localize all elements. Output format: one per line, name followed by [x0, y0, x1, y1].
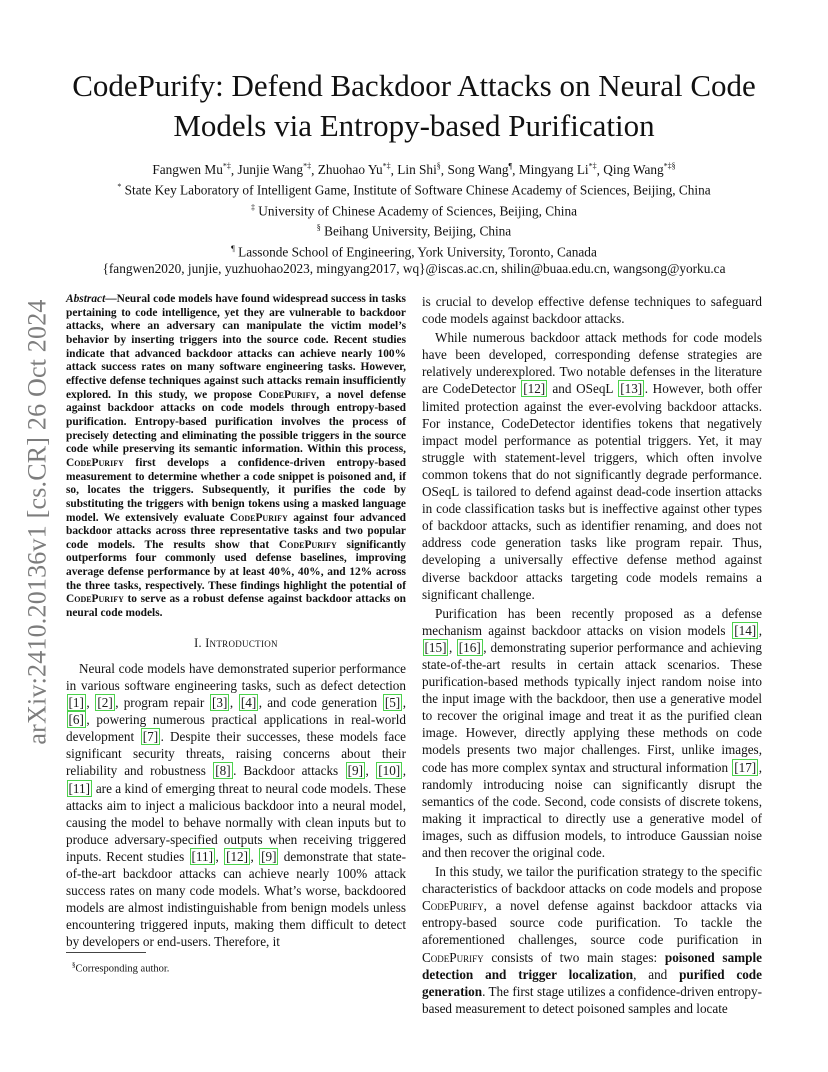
citation-link[interactable]: [4] — [240, 695, 257, 711]
affiliation-mark: ‡ — [250, 202, 255, 212]
citation-link[interactable]: [11] — [191, 848, 214, 864]
author-affiliation-mark: *‡ — [222, 162, 231, 171]
intro-paragraph-5: In this study, we tailor the purification strategy to the specific characteristics of backdoor attacks on code models and propose CodePurify, a novel defense against backdoor attacks via entropy-based source code purification. To tackle the aforementioned challenges, source code purification in CodePurify consists of two main stages: poisoned sample detection and trigger localization, and purified code generation. The first stage utilizes a confidence-driven entropy-based measurement to detect poisoned samples and locate — [422, 864, 762, 1016]
author-name: Lin Shi§ — [397, 162, 441, 178]
citation-link[interactable]: [9] — [347, 763, 363, 779]
citation-link[interactable]: [16] — [458, 639, 481, 655]
footnote-mark: § — [72, 961, 76, 969]
author-block — [60, 158, 768, 277]
citation-link[interactable]: [2] — [97, 695, 113, 711]
author-affiliation-mark: ¶ — [508, 162, 513, 171]
arxiv-identifier-stamp — [20, 287, 56, 757]
emphasis-text: purified code generation — [422, 966, 762, 999]
method-name: CodePurify — [229, 511, 288, 524]
citation-link[interactable]: [10] — [378, 763, 401, 779]
footnote-divider — [66, 952, 146, 953]
author-name: Qing Wang*‡§ — [603, 162, 676, 178]
affiliation-mark: * — [117, 182, 122, 192]
citation-link[interactable]: [14] — [734, 622, 757, 638]
author-name: Fangwen Mu*‡ — [152, 162, 231, 178]
affiliation-line: * State Key Laboratory of Intelligent Game, Institute of Software Chinese Academy of Sciences, Beijing, China — [117, 182, 711, 198]
citation-link[interactable]: [6] — [68, 712, 84, 728]
section-number: I. — [194, 635, 206, 650]
affiliation-line: ¶ Lassonde School of Engineering, York University, Toronto, Canada — [231, 243, 597, 260]
affiliation-mark: § — [316, 223, 321, 233]
author-emails: {fangwen2020, junjie, yuzhuohao2023, mingyang2017, wq}@iscas.ac.cn, shilin@buaa.edu.cn, wangsong@yorku.ca — [102, 261, 726, 277]
affiliation-list — [60, 178, 768, 260]
section-heading-introduction — [66, 635, 406, 652]
intro-paragraph-1: Neural code models have demonstrated superior performance in various software engineering tasks, such as defect detection [1] , [2] , program repair [3] , [4] , and code generation [5] , [6] , powering numerous practical applications in real-world development [7] . Despite their successes, these models face significant security threats, raising concerns about their reliability and robustness [8] . Backdoor attacks [9] , [10] , [11] are a kind of emerging threat to neural code models. These attacks aim to inject a malicious backdoor into a neural model, causing the model to behave normally with clean inputs but to produce adversary-specified outputs when receiving triggered inputs. Recent studies [11] , [12] , [9] demonstrate that state-of-the-art backdoor attacks can achieve nearly 100% attack success rates on many code models. What’s worse, backdoored models are almost indistinguishable from benign models unless encountering triggered inputs, making them difficult to detect by developers or end-users. Therefore, it — [66, 660, 406, 950]
author-name: Song Wang¶ — [447, 162, 513, 178]
citation-link[interactable]: [1] — [68, 695, 84, 711]
left-column — [66, 293, 406, 950]
affiliation-line: § Beihang University, Beijing, China — [316, 223, 512, 239]
author-list: Fangwen Mu*‡, Junjie Wang*‡, Zhuohao Yu*‡, Lin Shi§, Song Wang¶, Mingyang Li*‡, Qing Wang*‡§ — [152, 162, 676, 178]
author-affiliation-mark: *‡ — [588, 162, 597, 171]
method-name: CodePurify — [66, 593, 124, 606]
abstract-label: Abstract — [66, 293, 106, 305]
abstract: Abstract—Neural code models have found widespread success in tasks pertaining to code intelligence, yet they are vulnerable to backdoor attacks, where an adversary can manipulate the victim model’s behavior by inserting triggers into the source code. Recent studies indicate that advanced backdoor attacks can achieve nearly 100% attack success rates on many software engineering tasks. However, effective defense techniques against such attacks remain insufficiently explored. In this study, we propose CodePurify, a novel defense against backdoor attacks on code models through entropy-based purification. Entropy-based purification involves the process of precisely detecting and eliminating the possible triggers in the source code while preserving its semantic information. Within this process, CodePurify first develops a confidence-driven entropy-based measurement to determine whether a code snippet is poisoned and, if so, locates the triggers. Subsequently, it purifies the code by substituting the triggers with benign tokens using a masked language model. We extensively evaluate CodePurify against four advanced backdoor attacks across three representative tasks and two popular code models. The results show that CodePurify significantly outperforms four commonly used defense baselines, improving average defense performance by at least 40%, 40%, and 12% across the three tasks, respectively. These findings highlight the potential of CodePurify to serve as a robust defense against backdoor attacks on neural code models. — [66, 293, 407, 620]
method-name: CodePurify — [66, 456, 124, 469]
author-affiliation-mark: § — [436, 162, 441, 171]
intro-paragraph-4: Purification has been recently proposed as a defense mechanism against backdoor attacks on vision models [14] , [15] , [16] , demonstrating superior performance and achieving state-of-the-art results in certain attack scenarios. These purification-based methods typically inject random noise into the input image with the backdoor, then use a generative model to recover the original image and treat it as the purified clean image. However, directly applying these methods on code models presents two major challenges. First, unlike images, code has more complex syntax and structural information [17] , randomly introducing noise can significantly disrupt the semantics of the code. Second, code consists of discrete tokens, making it impractical to directly use a generative model of images, such as diffusion models, to introduce Gaussian noise and then recover the original code. — [422, 605, 763, 860]
author-affiliation-mark: *‡§ — [663, 162, 676, 171]
method-name: CodePurify — [422, 949, 484, 965]
intro-paragraph-3: While numerous backdoor attack methods for code models have been developed, corresponding defense strategies are relatively underexplored. Two notable defenses in the literature are CodeDetector [12] and OSeqL [13] . However, both offer limited protection against the ever-evolving backdoor attacks. For instance, CodeDetector identifies tokens that negatively impact model performance as potential triggers. Yet, it may struggle with statement-level triggers, which often involve common tokens that do not significantly degrade performance. OSeqL is tailored to defend against dead-code insertion attacks in code classification tasks but is ineffective against other types of backdoor attacks, such as identifier renaming, and does not address code generation tasks like program repair. Thus, developing a universally effective defense method against diverse backdoor attacks targeting code models remains a significant challenge. — [422, 330, 762, 602]
arxiv-identifier-text: arXiv:2410.20136v1 [cs.CR] 26 Oct 2024 — [23, 299, 53, 745]
method-name: CodePurify — [258, 388, 317, 401]
citation-link[interactable]: [12] — [523, 381, 546, 397]
section-title: Introduction — [205, 635, 278, 650]
citation-link[interactable]: [15] — [424, 639, 447, 655]
method-name: CodePurify — [278, 538, 337, 551]
affiliation-line: ‡ University of Chinese Academy of Sciences, Beijing, China — [250, 202, 577, 219]
emphasis-text: poisoned sample detection and trigger localization — [422, 949, 762, 982]
paper-title: CodePurify: Defend Backdoor Attacks on Neural Code Models via Entropy-based Purification — [72, 68, 756, 143]
intro-paragraph-2: is crucial to develop effective defense techniques to safeguard code models against backdoor attacks. — [422, 294, 762, 327]
citation-link[interactable]: [5] — [384, 695, 401, 711]
footnote-text: Corresponding author. — [75, 963, 170, 975]
right-column — [422, 293, 762, 1017]
citation-link[interactable]: [12] — [226, 848, 249, 864]
author-affiliation-mark: *‡ — [382, 162, 391, 171]
footnote — [72, 958, 169, 977]
citation-link[interactable]: [11] — [68, 780, 90, 796]
author-name: Junjie Wang*‡ — [237, 162, 312, 178]
method-name: CodePurify — [422, 898, 484, 914]
author-affiliation-mark: *‡ — [303, 162, 312, 171]
citation-link[interactable]: [7] — [142, 729, 159, 745]
abstract-text: Neural code models have found widespread success in tasks pertaining to code intelligence, yet they are vulnerable to backdoor attacks, where an adversary can manipulate the victim model’s behavior by inserting triggers into the source code. Recent studies indicate that advanced backdoor attacks can achieve nearly 100% attack success rates on many software engineering tasks. However, effective defense techniques against such attacks remain insufficiently explored. In this study, we propose CodePurify, a novel defense against backdoor attacks on code models through entropy-based purification. Entropy-based purification involves the process of precisely detecting and eliminating the possible triggers in the source code while preserving its semantic information. Within this process, CodePurify first develops a confidence-driven entropy-based measurement to determine whether a code snippet is poisoned and, if so, locates the triggers. Subsequently, it purifies the code by substituting the triggers with benign tokens using a masked language model. We extensively evaluate CodePurify against four advanced backdoor attacks across three representative tasks and two popular code models. The results show that CodePurify significantly outperforms four commonly used defense baselines, improving average defense performance by at least 40%, 40%, and 12% across the three tasks, respectively. These findings highlight the potential of CodePurify to serve as a robust defense against backdoor attacks on neural code models. — [66, 293, 407, 620]
author-name: Zhuohao Yu*‡ — [317, 162, 391, 178]
citation-link[interactable]: [3] — [211, 695, 228, 711]
author-name: Mingyang Li*‡ — [518, 162, 597, 178]
citation-link[interactable]: [9] — [261, 848, 277, 864]
citation-link[interactable]: [13] — [620, 381, 643, 397]
affiliation-mark: ¶ — [231, 243, 235, 253]
citation-link[interactable]: [8] — [215, 763, 231, 779]
citation-link[interactable]: [17] — [734, 759, 757, 775]
